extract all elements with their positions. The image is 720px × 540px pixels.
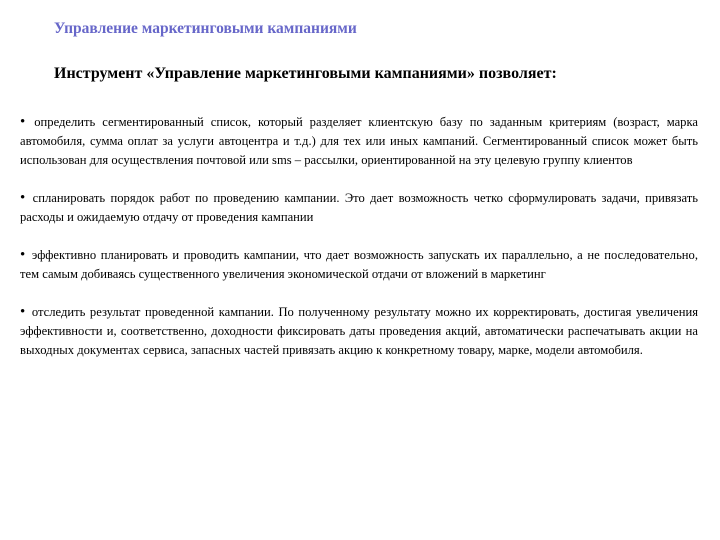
bullet-marker: • bbox=[20, 190, 26, 206]
bullet-marker: • bbox=[20, 304, 26, 320]
bullet-item bbox=[20, 113, 698, 170]
bullet-item bbox=[20, 246, 698, 284]
bullet-text: спланировать порядок работ по проведению кампании. Это дает возможность четко сформулировать задачи, привязать расходы и ожидаемую отдачу от проведения кампании bbox=[20, 191, 698, 224]
bullet-marker: • bbox=[20, 247, 26, 263]
bullet-text: определить сегментированный список, который разделяет клиентскую базу по заданным критериям (возраст, марка автомобиля, сумма оплат за услуги автоцентра и т.д.) для тех или иных кампаний. Сегментированный список может быть использован для осуществления почтовой или sms – рассылки, ориентированной на эту целевую группу клиентов bbox=[20, 115, 698, 167]
bullet-item bbox=[20, 303, 698, 360]
slide-title: Управление маркетинговыми кампаниями bbox=[54, 20, 357, 37]
bullet-list bbox=[20, 113, 698, 379]
bullet-item bbox=[20, 189, 698, 227]
bullet-marker: • bbox=[20, 114, 26, 130]
bullet-text: эффективно планировать и проводить кампании, что дает возможность запускать их параллельно, а не последовательно, тем самым добиваясь существенного увеличения экономической отдачи от вложений в маркетинг bbox=[20, 248, 698, 281]
bullet-text: отследить результат проведенной кампании. По полученному результату можно их корректировать, достигая увеличения эффективности и, соответственно, доходности фиксировать даты проведения акций, автоматически распечатывать акции на выходных документах сервиса, запасных частей привязать акцию к конкретному товару, марке, модели автомобиля. bbox=[20, 305, 698, 357]
slide-subtitle: Инструмент «Управление маркетинговыми кампаниями» позволяет: bbox=[54, 65, 557, 82]
